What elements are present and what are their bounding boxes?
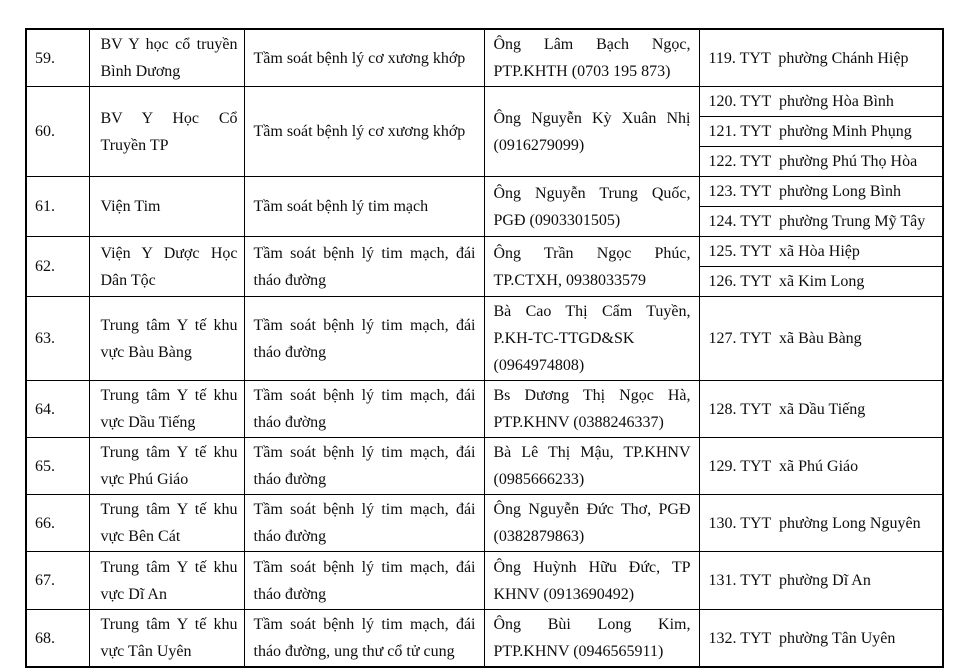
cell-task: Tầm soát bệnh lý tim mạch, đái tháo đường	[244, 381, 484, 438]
cell-unit: Viện Y Dược Học Dân Tộc	[89, 237, 244, 297]
cell-stt: 63.	[26, 297, 89, 381]
cell-tyt: 130. TYT phường Long Nguyên	[699, 495, 943, 552]
cell-task: Tầm soát bệnh lý tim mạch, đái tháo đường	[244, 438, 484, 495]
cell-tyt: 123. TYT phường Long Bình	[699, 177, 943, 207]
cell-tyt: 119. TYT phường Chánh Hiệp	[699, 29, 943, 87]
table-row-66	[26, 495, 943, 552]
cell-unit: Trung tâm Y tế khu vực Bên Cát	[89, 495, 244, 552]
cell-unit: BV Y học cổ truyền Bình Dương	[89, 29, 244, 87]
cell-task: Tầm soát bệnh lý tim mạch, đái tháo đường	[244, 495, 484, 552]
cell-stt: 59.	[26, 29, 89, 87]
cell-stt: 66.	[26, 495, 89, 552]
cell-unit: Trung tâm Y tế khu vực Bàu Bàng	[89, 297, 244, 381]
cell-task: Tầm soát bệnh lý tim mạch, đái tháo đường	[244, 297, 484, 381]
cell-unit: BV Y Học Cổ Truyền TP	[89, 87, 244, 177]
cell-contact: Ông Nguyễn Đức Thơ, PGĐ (0382879863)	[484, 495, 699, 552]
cell-tyt: 125. TYT xã Hòa Hiệp	[699, 237, 943, 267]
cell-contact: Bs Dương Thị Ngọc Hà, PTP.KHNV (0388246337)	[484, 381, 699, 438]
cell-task: Tầm soát bệnh lý tim mạch, đái tháo đường	[244, 552, 484, 610]
table-row-60	[26, 87, 943, 117]
cell-task: Tầm soát bệnh lý tim mạch, đái tháo đường	[244, 237, 484, 297]
cell-tyt: 127. TYT xã Bàu Bàng	[699, 297, 943, 381]
cell-tyt: 122. TYT phường Phú Thọ Hòa	[699, 147, 943, 177]
cell-task: Tầm soát bệnh lý tim mạch, đái tháo đường, ung thư cổ tử cung	[244, 610, 484, 668]
cell-tyt: 126. TYT xã Kim Long	[699, 267, 943, 297]
cell-unit: Trung tâm Y tế khu vực Dĩ An	[89, 552, 244, 610]
cell-stt: 61.	[26, 177, 89, 237]
table-row-61	[26, 177, 943, 207]
table-row-67	[26, 552, 943, 610]
cell-stt: 64.	[26, 381, 89, 438]
cell-stt: 62.	[26, 237, 89, 297]
cell-contact: Ông Lâm Bạch Ngọc, PTP.KHTH (0703 195 873)	[484, 29, 699, 87]
table-row-62	[26, 237, 943, 267]
cell-tyt: 128. TYT xã Dầu Tiếng	[699, 381, 943, 438]
cell-contact: Ông Nguyễn Trung Quốc, PGĐ (0903301505)	[484, 177, 699, 237]
cell-unit: Trung tâm Y tế khu vực Phú Giáo	[89, 438, 244, 495]
cell-stt: 67.	[26, 552, 89, 610]
cell-contact: Ông Trần Ngọc Phúc, TP.CTXH, 0938033579	[484, 237, 699, 297]
cell-contact: Ông Bùi Long Kim, PTP.KHNV (0946565911)	[484, 610, 699, 668]
table-row-59	[26, 29, 943, 87]
cell-tyt: 120. TYT phường Hòa Bình	[699, 87, 943, 117]
cell-contact: Ông Nguyễn Kỳ Xuân Nhị (0916279099)	[484, 87, 699, 177]
cell-unit: Viện Tim	[89, 177, 244, 237]
cell-stt: 68.	[26, 610, 89, 668]
assignment-table	[25, 28, 944, 668]
cell-unit: Trung tâm Y tế khu vực Tân Uyên	[89, 610, 244, 668]
cell-tyt: 129. TYT xã Phú Giáo	[699, 438, 943, 495]
cell-task: Tầm soát bệnh lý tim mạch	[244, 177, 484, 237]
table-row-68	[26, 610, 943, 668]
cell-contact: Ông Huỳnh Hữu Đức, TP KHNV (0913690492)	[484, 552, 699, 610]
cell-tyt: 121. TYT phường Minh Phụng	[699, 117, 943, 147]
cell-task: Tầm soát bệnh lý cơ xương khớp	[244, 29, 484, 87]
table-row-64	[26, 381, 943, 438]
cell-contact: Bà Cao Thị Cẩm Tuyền, P.KH-TC-TTGD&SK (0964974808)	[484, 297, 699, 381]
cell-tyt: 132. TYT phường Tân Uyên	[699, 610, 943, 668]
cell-unit: Trung tâm Y tế khu vực Dầu Tiếng	[89, 381, 244, 438]
cell-tyt: 131. TYT phường Dĩ An	[699, 552, 943, 610]
cell-stt: 65.	[26, 438, 89, 495]
cell-task: Tầm soát bệnh lý cơ xương khớp	[244, 87, 484, 177]
table-row-65	[26, 438, 943, 495]
cell-tyt: 124. TYT phường Trung Mỹ Tây	[699, 207, 943, 237]
table-row-63	[26, 297, 943, 381]
cell-contact: Bà Lê Thị Mậu, TP.KHNV (0985666233)	[484, 438, 699, 495]
cell-stt: 60.	[26, 87, 89, 177]
